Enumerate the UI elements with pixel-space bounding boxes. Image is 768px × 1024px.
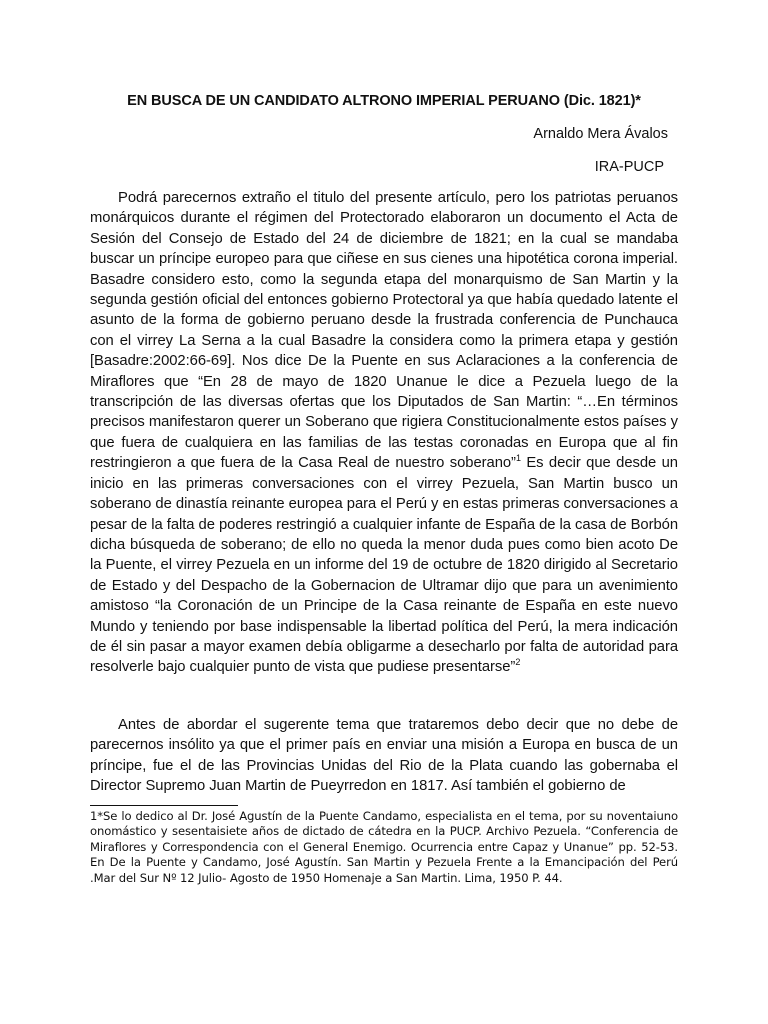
body-paragraph-1 <box>90 188 678 678</box>
footnote-separator <box>90 805 238 806</box>
paragraph-2-text: Antes de abordar el sugerente tema que trataremos debo decir que no debe de parecernos insólito ya que el primer país en enviar una misión a Europa en busca de un príncipe, fue el de las Provincias Unidas del Rio de la Plata cuando las gobernaba el Director Supremo Juan Martin de Pueyrredon en 1817. Así también el gobierno de <box>90 717 678 795</box>
paragraph-1-text-a: Podrá parecernos extraño el titulo del presente artículo, pero los patriotas peruanos monárquicos durante el régimen del Protectorado elaboraron un documento el Acta de Sesión del Consejo de Estado del 24 de diciembre de 1821; en la cual se mandaba buscar un príncipe europeo para que ciñese en sus cienes una hipotética corona imperial. Basadre considero esto, como la segunda etapa del monarquismo de San Martin y la segunda gestión oficial del entonces gobierno Protectoral ya que había quedado latente el asunto de la forma de gobierno peruano desde la frustrada conferencia de Punchauca con el virrey La Serna a la cual Basadre la considera como la primera etapa y gestión [Basadre:2002:66-69]. Nos dice De la Puente en sus Aclaraciones a la conferencia de Miraflores que “En 28 de mayo de 1820 Unanue le dice a Pezuela luego de la transcripción de las diversas ofertas que los Diputados de San Martin: “…En términos precisos manifestaron querer un Soberano que rigiera Constitucionalmente estos países y que fuera de cualquiera en las familias de las testas coronadas en Europa que al fin restringieron a que fuera de la Casa Real de nuestro soberano” <box>90 190 678 472</box>
article-title: EN BUSCA DE UN CANDIDATO ALTRONO IMPERIAL PERUANO (Dic. 1821)* <box>127 93 641 109</box>
document-page <box>90 0 678 1024</box>
paragraph-1-text-b: Es decir que desde un inicio en las primeras conversaciones con el virrey Pezuela, San Martin busco un soberano de dinastía reinante europea para el Perú y en estas primeras conversaciones a pesar de la falta de poderes restringió a cualquier infante de España de la casa de Borbón dicha búsqueda de soberano; de ello no queda la menor duda pues como bien acoto De la Puente, el virrey Pezuela en un informe del 19 de octubre de 1820 dirigido al Secretario de Estado y del Despacho de la Gobernacion de Ultramar dijo que para un avenimiento amistoso “la Coronación de un Principe de la Casa reinante de España en este nuevo Mundo y teniendo por base indispensable la libertad política del Perú, la mera indicación de él sin pasar a mayor examen debía obligarme a desecharlo por falta de autoridad para resolverle bajo cualquier punto de vista que pudiese presentarse” <box>90 455 678 676</box>
author-name: Arnaldo Mera Ávalos <box>533 126 668 142</box>
footnote-ref-2: 2 <box>515 657 521 668</box>
footnote-ref-1: 1 <box>515 453 521 464</box>
footnote-1: 1*Se lo dedico al Dr. José Agustín de la Puente Candamo, especialista en el tema, por su noventaiuno onomástico y sesentaisiete años de dictado de cátedra en la PUCP. Archivo Pezuela. “Conferencia de Miraflores y Correspondencia con el General Enemigo. Ocurrencia entre Capaz y Unanue” pp. 52-53. En De la Puente y Candamo, José Agustín. San Martin y Pezuela Frente a la Emancipación del Perú .Mar del Sur Nº 12 Julio- Agosto de 1950 Homenaje a San Martin. Lima, 1950 P. 44. <box>90 809 678 885</box>
body-paragraph-2 <box>90 715 678 797</box>
author-affiliation: IRA-PUCP <box>594 159 664 175</box>
